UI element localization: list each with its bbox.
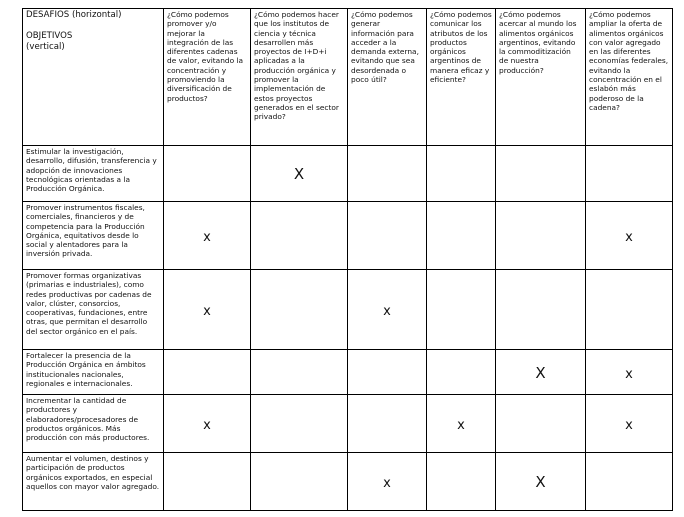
mark-cell — [164, 270, 251, 350]
mark: X — [535, 473, 546, 491]
mark-cell — [586, 395, 673, 453]
mark: x — [383, 304, 391, 319]
mark-cell — [348, 202, 427, 270]
objective-cell: Incrementar la cantidad de productores y elaboradores/procesadores de productos orgánicos. Más producción con más productores. — [23, 395, 164, 453]
challenge-header-6: ¿Cómo podemos ampliar la oferta de alimentos orgánicos con valor agregado en las diferentes economías federales, evitando la concentración en el eslabón más poderoso de la cadena? — [586, 9, 673, 146]
table-row — [23, 146, 673, 202]
mark-cell — [496, 350, 586, 395]
mark-cell — [251, 202, 348, 270]
mark-cell — [348, 146, 427, 202]
objective-cell: Promover formas organizativas (primarias e industriales), como redes productivas por cadenas de valor, clúster, consorcios, cooperativas, fundaciones, entre otras, que permitan el desarrollo del sector orgánico en el país. — [23, 270, 164, 350]
mark: x — [203, 304, 211, 319]
corner-cell — [23, 9, 164, 146]
header-row — [23, 9, 673, 146]
objective-cell: Estimular la investigación, desarrollo, difusión, transferencia y adopción de innovaciones tecnológicas orientadas a la Producción Orgánica. — [23, 146, 164, 202]
objectives-axis-sublabel: (vertical) — [26, 41, 65, 52]
mark-cell — [586, 146, 673, 202]
mark-cell — [427, 350, 496, 395]
table-row — [23, 202, 673, 270]
mark: x — [625, 418, 633, 433]
mark-cell — [348, 395, 427, 453]
challenge-header-2: ¿Cómo podemos hacer que los institutos de ciencia y técnica desarrollen más proyectos de I+D+i aplicadas a la producción orgánica y promover la implementación de estos proyectos generados en el sector privado? — [251, 9, 348, 146]
challenge-header-1: ¿Cómo podemos promover y/o mejorar la integración de las diferentes cadenas de valor, evitando la concentración y promoviendo la diversificación de productos? — [164, 9, 251, 146]
mark-cell — [164, 146, 251, 202]
objective-cell: Fortalecer la presencia de la Producción Orgánica en ámbitos institucionales nacionales, regionales e internacionales. — [23, 350, 164, 395]
mark-cell — [427, 202, 496, 270]
mark-cell — [496, 202, 586, 270]
mark-cell — [251, 453, 348, 511]
mark-cell — [427, 395, 496, 453]
mark: X — [293, 165, 305, 183]
mark-cell — [586, 270, 673, 350]
objective-cell: Promover instrumentos fiscales, comerciales, financieros y de competencia para la Producción Orgánica, equitativos desde lo social y alentadores para la inversión privada. — [23, 202, 164, 270]
mark-cell — [586, 350, 673, 395]
challenges-axis-label: DESAFIOS (horizontal) — [26, 10, 122, 20]
mark-cell — [496, 146, 586, 202]
mark-cell — [164, 350, 251, 395]
mark: x — [625, 366, 633, 382]
mark-cell — [427, 146, 496, 202]
objectives-axis-label: OBJETIVOS — [26, 30, 73, 41]
mark-cell — [586, 202, 673, 270]
mark-cell — [348, 350, 427, 395]
challenge-header-4: ¿Cómo podemos comunicar los atributos de los productos orgánicos argentinos de manera eficaz y eficiente? — [427, 9, 496, 146]
mark-cell — [251, 350, 348, 395]
mark-cell — [348, 270, 427, 350]
table-row — [23, 453, 673, 511]
mark-cell — [427, 270, 496, 350]
mark-cell — [251, 395, 348, 453]
mark: x — [203, 230, 211, 245]
mark-cell — [496, 270, 586, 350]
mark-cell — [164, 395, 251, 453]
mark-cell — [251, 270, 348, 350]
mark-cell — [164, 453, 251, 511]
mark-cell — [164, 202, 251, 270]
objective-cell: Aumentar el volumen, destinos y participación de productos orgánicos exportados, en especial aquellos con mayor valor agregado. — [23, 453, 164, 511]
mark-cell — [496, 395, 586, 453]
table-row — [23, 270, 673, 350]
mark: x — [203, 418, 211, 433]
mark-cell — [496, 453, 586, 511]
mark-cell — [586, 453, 673, 511]
objectives-challenges-matrix — [22, 8, 673, 511]
challenge-header-3: ¿Cómo podemos generar información para acceder a la demanda externa, evitando que sea desordenada o poco útil? — [348, 9, 427, 146]
mark: X — [535, 363, 546, 382]
mark-cell — [251, 146, 348, 202]
mark: x — [625, 230, 633, 245]
mark-cell — [348, 453, 427, 511]
challenge-header-5: ¿Cómo podemos acercar al mundo los alimentos orgánicos argentinos, evitando la commoditización de nuestra producción? — [496, 9, 586, 146]
table-row — [23, 350, 673, 395]
table-row — [23, 395, 673, 453]
mark-cell — [427, 453, 496, 511]
mark: x — [383, 476, 391, 491]
mark: x — [457, 418, 465, 433]
